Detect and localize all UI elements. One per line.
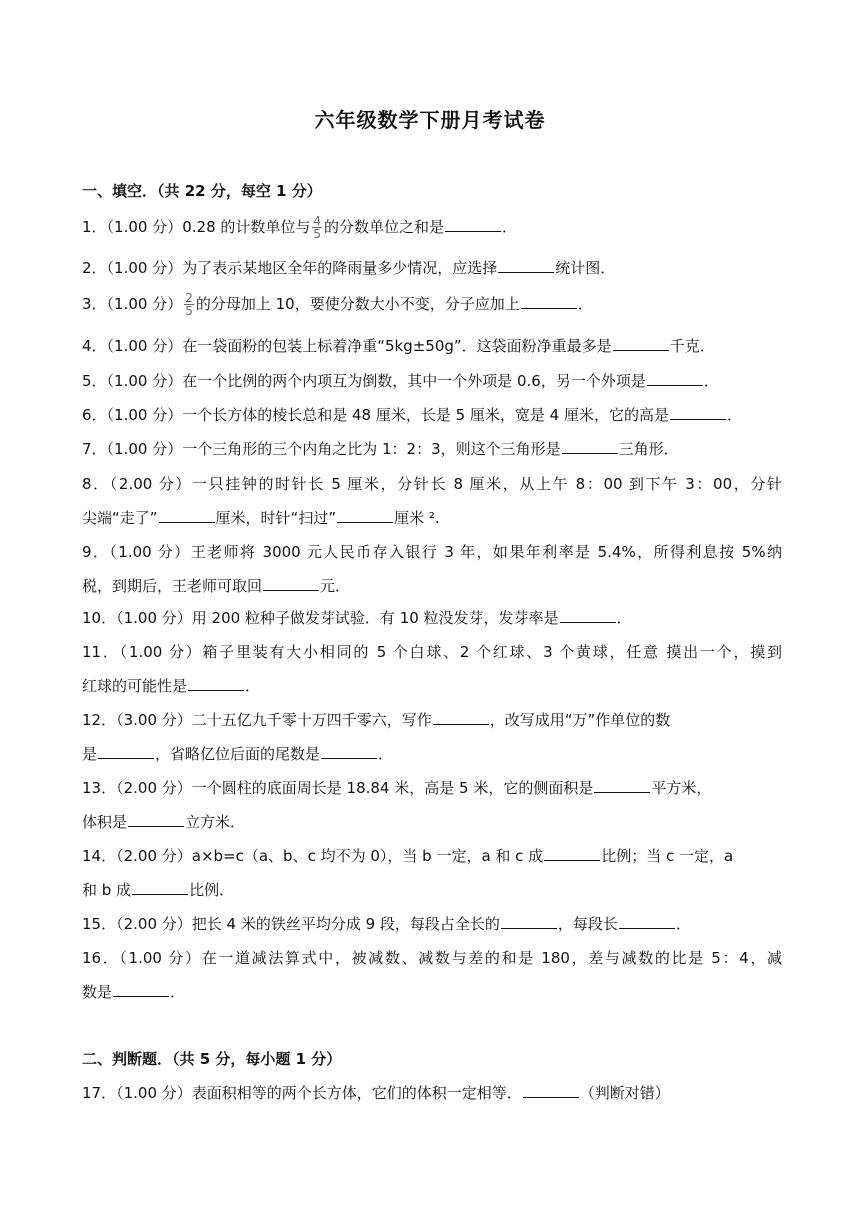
- answer-blank[interactable]: [619, 913, 675, 929]
- answer-blank[interactable]: [263, 575, 319, 591]
- question-6: 6．（1.00 分）一个长方体的棱长总和是 48 厘米，长是 5 厘米，宽是 4 厘米，它的高是 ．: [82, 406, 743, 424]
- answer-blank[interactable]: [128, 811, 184, 827]
- answer-blank[interactable]: [647, 370, 703, 386]
- answer-blank[interactable]: [523, 1082, 579, 1098]
- question-14: 14．（2.00 分）a×b=c（a、b、c 均不为 0），当 b 一定，a 和 c 成 比例；当 c 一定，a 和 b 成 比例．: [82, 847, 734, 899]
- answer-blank[interactable]: [560, 607, 616, 623]
- fraction: $\frac{2}{5}$: [185, 291, 193, 318]
- answer-blank[interactable]: [521, 293, 577, 309]
- question-10: 10．（1.00 分）用 200 粒种子做发芽试验．有 10 粒没发芽，发芽率是 ．: [82, 609, 632, 627]
- answer-blank[interactable]: [159, 507, 215, 523]
- answer-blank[interactable]: [613, 335, 669, 351]
- question-12: 12．（3.00 分）二十五亿九千零十万四千零六，写作 ，改写成用“万”作单位的数 是 ，省略亿位后面的尾数是 ．: [82, 711, 671, 763]
- answer-blank[interactable]: [98, 743, 154, 759]
- question-4: 4．（1.00 分）在一袋面粉的包装上标着净重“5kg±50g”．这袋面粉净重最多是 千克．: [82, 337, 715, 355]
- answer-blank[interactable]: [433, 709, 489, 725]
- question-3: 3．（1.00 分） $\frac{2}{5}$ 的分母加上 10，要使分数大小不变，分子应加上 ．: [82, 291, 593, 318]
- page-title: 六年级数学下册月考试卷: [314, 108, 546, 132]
- question-11: 11．（1.00 分）箱子里装有大小相同的 5 个白球、2 个红球、3 个黄球，任意 摸出一个，摸到 红球的可能性是 ．: [82, 643, 782, 695]
- question-15: 15．（2.00 分）把长 4 米的铁丝平均分成 9 段，每段占全长的 ，每段长 ．: [82, 915, 691, 933]
- answer-blank[interactable]: [562, 438, 618, 454]
- answer-blank[interactable]: [321, 743, 377, 759]
- question-8: 8．（2.00 分）一只挂钟的时针长 5 厘米，分针长 8 厘米，从上午 8：00 到下午 3：00，分针 尖端“走了” 厘米，时针“扫过” 厘米 ².: [82, 475, 782, 527]
- answer-blank[interactable]: [188, 675, 244, 691]
- question-5: 5．（1.00 分）在一个比例的两个内项互为倒数，其中一个外项是 0.6，另一个外项是 ．: [82, 372, 719, 390]
- section-2-heading: 二、判断题．（共 5 分，每小题 1 分）: [82, 1050, 342, 1068]
- question-16: 16．（1.00 分）在一道减法算式中，被减数、减数与差的和是 180，差与减数的比是 5：4，减 数是 ．: [82, 949, 782, 1001]
- answer-blank[interactable]: [132, 879, 188, 895]
- answer-blank[interactable]: [594, 777, 650, 793]
- section-1-heading: 一、填空．（共 22 分，每空 1 分）: [82, 182, 322, 200]
- answer-blank[interactable]: [113, 981, 169, 997]
- answer-blank[interactable]: [498, 257, 554, 273]
- question-2: 2．（1.00 分）为了表示某地区全年的降雨量多少情况，应选择 统计图．: [82, 259, 616, 277]
- answer-blank[interactable]: [544, 845, 600, 861]
- answer-blank[interactable]: [501, 913, 557, 929]
- fraction: $\frac{4}{5}$: [313, 214, 322, 241]
- question-7: 7．（1.00 分）一个三角形的三个内角之比为 1：2：3，则这个三角形是 三角形．: [82, 440, 679, 458]
- question-9: 9．（1.00 分）王老师将 3000 元人民币存入银行 3 年，如果年利率是 5.4%，所得利息按 5%纳 税，到期后，王老师可取回 元．: [82, 543, 782, 595]
- answer-blank[interactable]: [670, 404, 726, 420]
- question-13: 13．（2.00 分）一个圆柱的底面周长是 18.84 米，高是 5 米，它的侧面积是 平方米， 体积是 立方米．: [82, 779, 712, 831]
- answer-blank[interactable]: [445, 216, 501, 232]
- question-1: 1．（1.00 分）0.28 的计数单位与 $\frac{4}{5}$ 的分数单位之和是 ．: [82, 214, 518, 241]
- question-17: 17．（1.00 分）表面积相等的两个长方体，它们的体积一定相等． （判断对错）: [82, 1084, 670, 1102]
- answer-blank[interactable]: [337, 507, 393, 523]
